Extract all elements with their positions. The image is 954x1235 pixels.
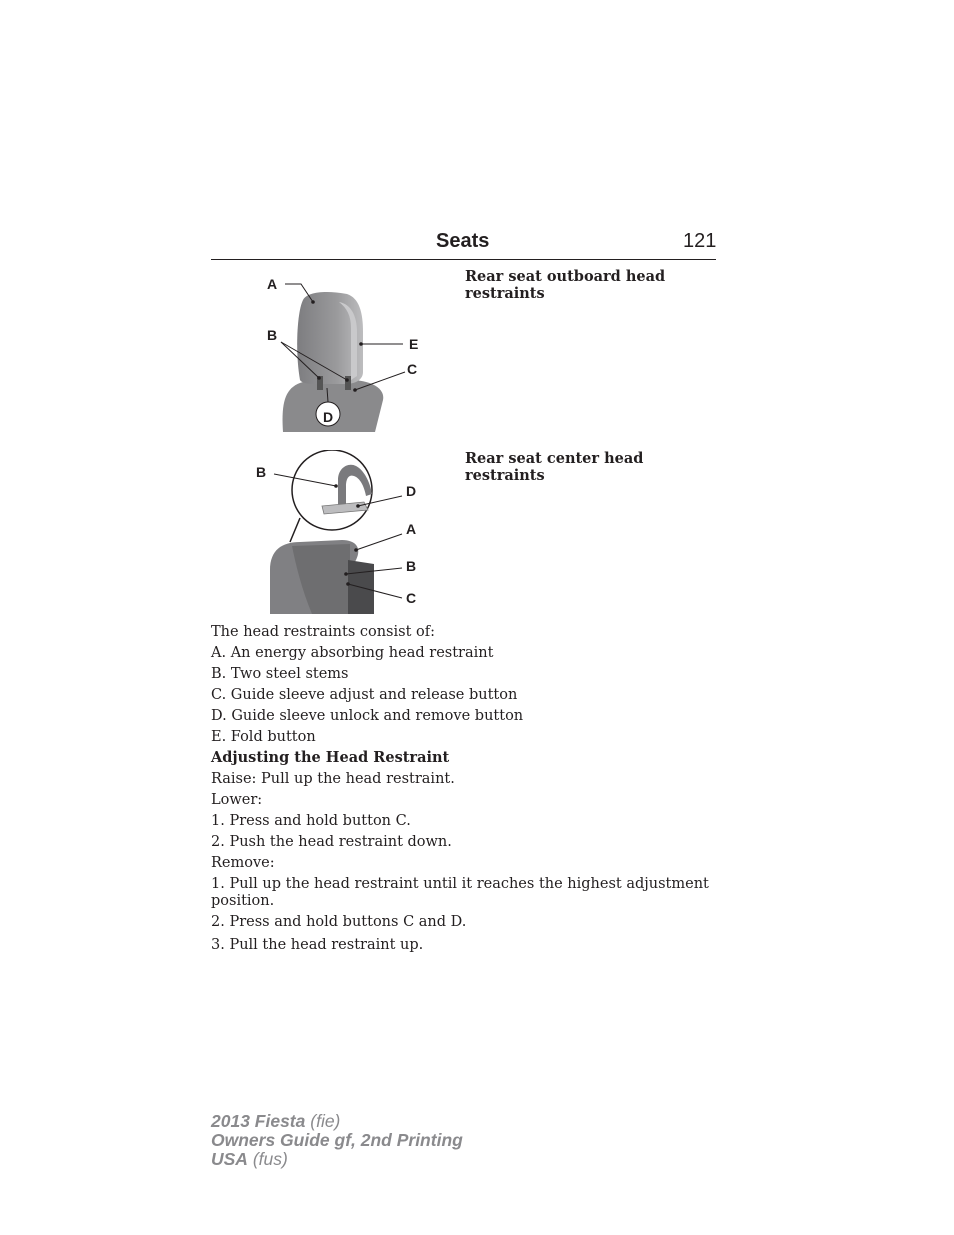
- footer-market: USA: [211, 1149, 248, 1169]
- figure-label-c: C: [406, 590, 417, 606]
- figure-label-c: C: [407, 361, 418, 377]
- list-item: A. An energy absorbing head restraint: [211, 645, 494, 661]
- figure-label-d: D: [323, 409, 334, 425]
- list-item: D. Guide sleeve unlock and remove button: [211, 708, 524, 724]
- step: 2. Press and hold buttons C and D.: [211, 913, 467, 930]
- header-rule: [211, 259, 716, 260]
- figure-label-e: E: [409, 336, 419, 352]
- footer-market-code: (fus): [252, 1149, 288, 1169]
- list-item: B. Two steel stems: [211, 666, 349, 682]
- paragraph: Remove:: [211, 855, 275, 871]
- figure-label-a: A: [406, 521, 417, 537]
- footer-model: 2013 Fiesta: [211, 1111, 306, 1131]
- step: 1. Press and hold button C.: [211, 813, 411, 829]
- outboard-head-restraint-illustration: [255, 272, 435, 434]
- step: 3. Pull the head restraint up.: [211, 936, 424, 953]
- footer-model-code: (fie): [310, 1111, 341, 1131]
- step: 1. Pull up the head restraint until it reaches the highest adjustment position.: [211, 876, 709, 909]
- section-title: Seats: [436, 230, 490, 252]
- figure-caption-center: Rear seat center head restraints: [465, 450, 644, 484]
- center-head-restraint-illustration: [252, 450, 437, 618]
- footer: [211, 1112, 463, 1169]
- paragraph: Lower:: [211, 792, 263, 808]
- figure-label-b: B: [406, 558, 417, 574]
- list-item: C. Guide sleeve adjust and release button: [211, 687, 518, 703]
- page-number: 121: [683, 230, 717, 252]
- paragraph: The head restraints consist of:: [211, 624, 435, 640]
- list-item: E. Fold button: [211, 729, 316, 745]
- figure-label-b: B: [256, 464, 267, 480]
- subheading: Adjusting the Head Restraint: [211, 749, 450, 766]
- paragraph: Raise: Pull up the head restraint.: [211, 771, 455, 787]
- figure-label-a: A: [267, 276, 278, 292]
- figure-caption-outboard: Rear seat outboard head restraints: [465, 268, 666, 302]
- step: 2. Push the head restraint down.: [211, 834, 452, 850]
- body-text: [211, 624, 716, 958]
- figure-label-d: D: [406, 483, 417, 499]
- figure-label-b: B: [267, 327, 278, 343]
- footer-guide: Owners Guide gf, 2nd Printing: [211, 1130, 463, 1150]
